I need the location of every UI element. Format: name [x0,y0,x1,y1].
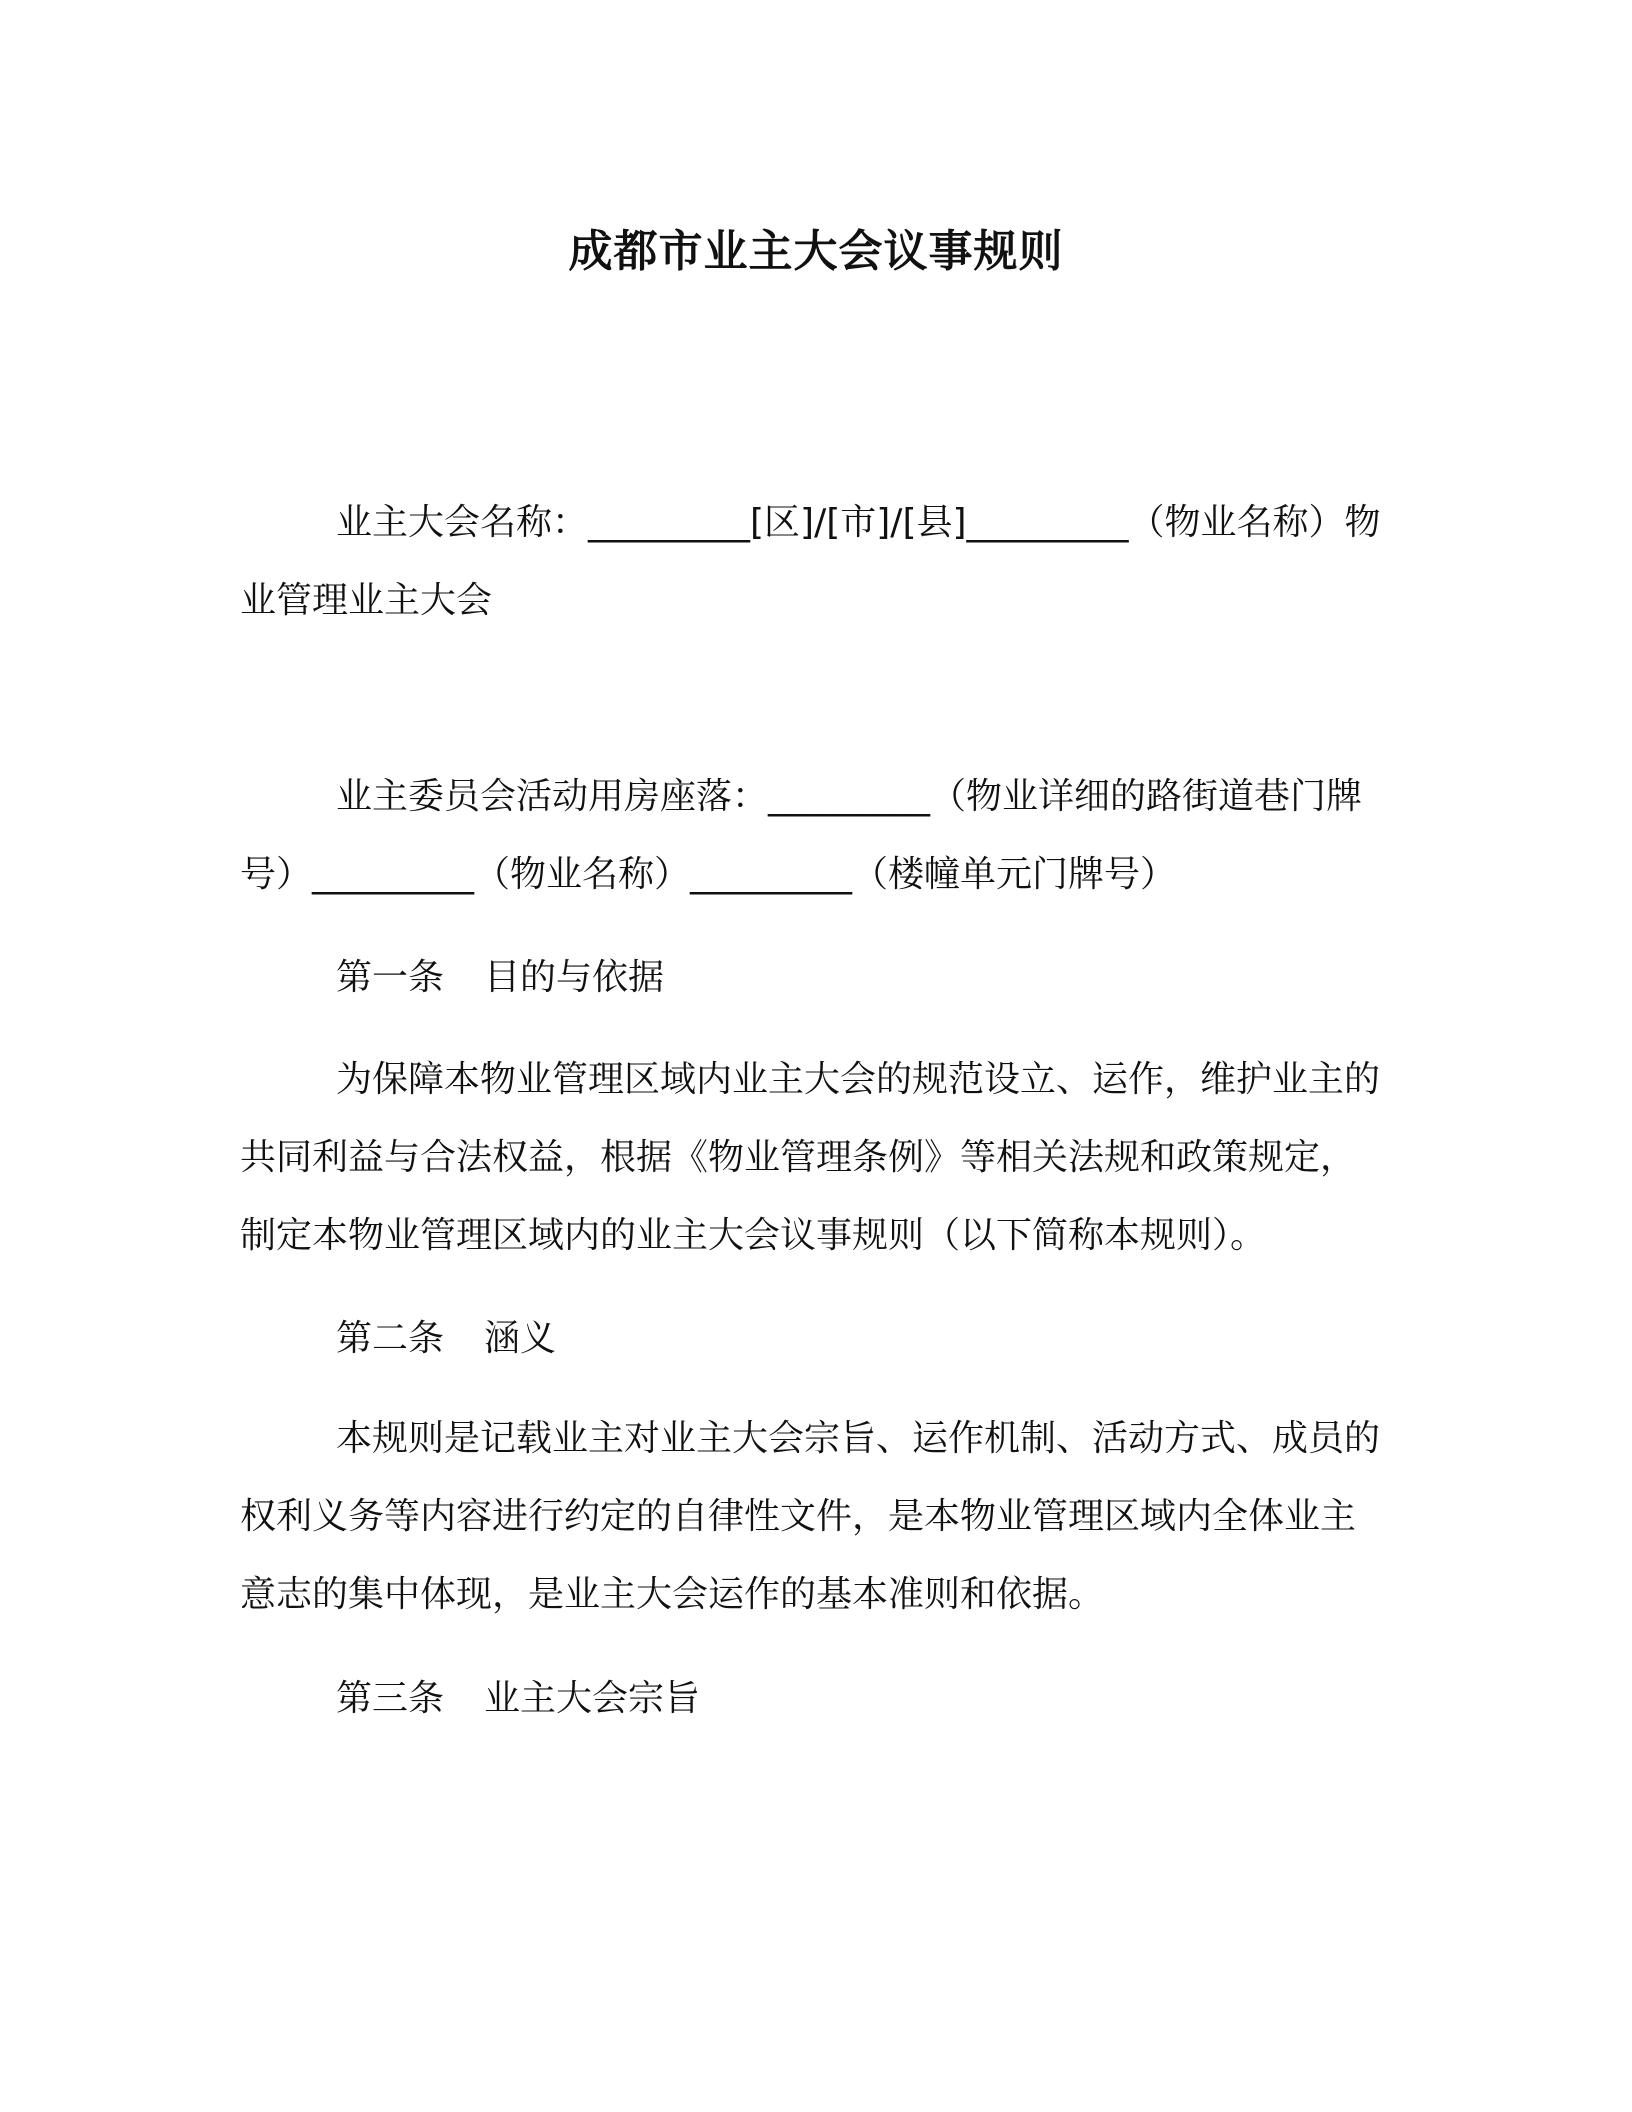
article-2-text: 本规则是记载业主对业主大会宗旨、运作机制、活动方式、成员的权利义务等内容进行约定的自律性文件，是本物业管理区域内全体业主意志的集中体现，是业主大会运作的基本准则和依据。 [240,1418,1381,1615]
owners-assembly-name-paragraph: 业主大会名称：_________[区]/[市]/[县]_________（物业名称）物业管理业主大会 [240,502,1381,621]
article-number: 第三条 [336,1678,445,1719]
article-title: 涵义 [484,1318,557,1359]
article-2-heading [336,1300,556,1378]
article-1-text: 为保障本物业管理区域内业主大会的规范设立、运作，维护业主的共同利益与合法权益，根据《物业管理条例》等相关法规和政策规定，制定本物业管理区域内的业主大会议事规则（以下简称本规则）。 [240,1059,1381,1256]
article-3-heading [336,1660,700,1738]
article-title: 目的与依据 [484,957,665,998]
document-title: 成都市业主大会议事规则 [568,226,1064,277]
article-1-heading [336,939,664,1017]
article-title: 业主大会宗旨 [484,1678,701,1719]
article-number: 第一条 [336,957,445,998]
committee-office-location-paragraph: 业主委员会活动用房座落：_________（物业详细的路街道巷门牌号）_________（物业名称）_________（楼幢单元门牌号） [240,776,1363,895]
article-number: 第二条 [336,1318,445,1359]
